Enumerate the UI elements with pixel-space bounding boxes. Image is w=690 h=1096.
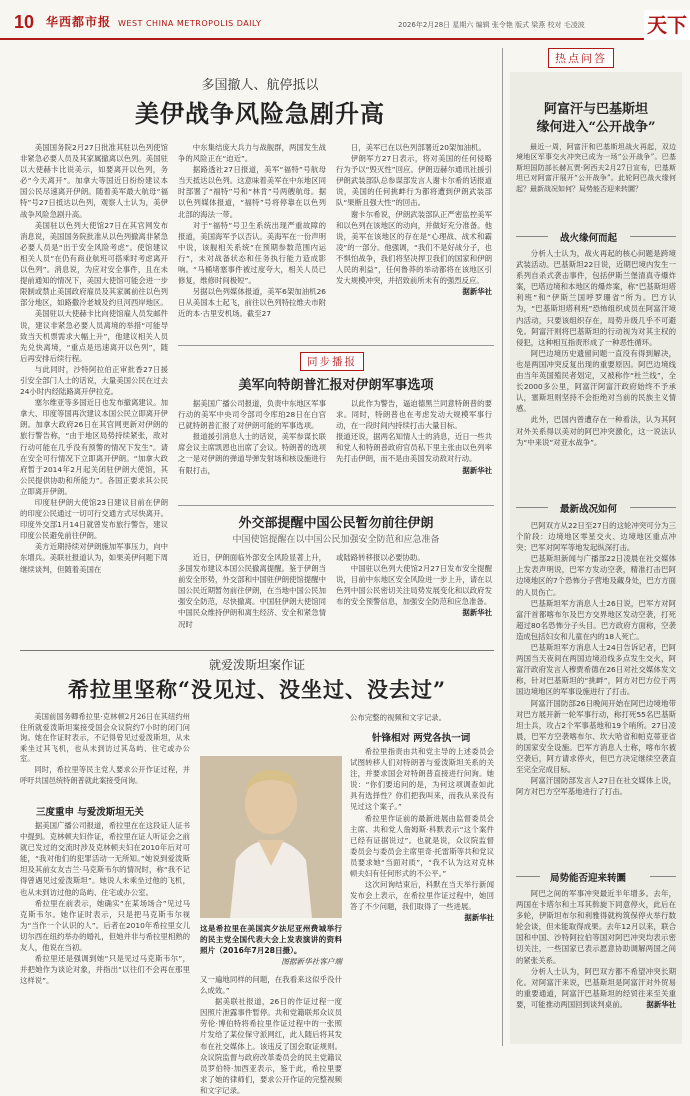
portrait-illustration xyxy=(200,756,342,918)
sync-label: 同步播报 xyxy=(300,352,364,371)
lead-column-2: 中东集结庞大兵力与战舰群，两国发生战争的风险正在“迫近”。 据路透社27日报道，美军“福特”号航母当天抵达以色列。这意味着美军在中东地区同时部署了“福特”号和“林肯”号两艘航母。据以色列媒体报道，“福特”号将停靠在以色列北部的海法一带。 对于“福特”号卫生系统出现严重故障的报道，美国海军予以否认。美海军在一份声明中说，该舰相关系统“在预期参数范围内运行”，未对战备状态和任务执行能力造成影响。“马桶堵塞事件被过度夸大，相关人员已修复，维修时间极短”。 另据以色列媒体报道，美军6架加油机26日从美国本土起飞，前往以色列特拉维夫市附近的本·古里安机场。截至27 xyxy=(178,143,326,319)
lead-column-3: 日，美军已在以色列部署近20架加油机。 伊朗军方27日表示，将对美国的任何侵略行为予以“毁灭性”回应。伊朗迈赫尔通讯社援引伊朗武装部队总参谋部发言人谢卡尔希的话报道说，美国的任何挑衅行为都将遭到伊朗武装部队“果断且强大性”的回击。 谢卡尔希说，伊朗武装部队正严密监控美军和以色列在该地区的动向，并做好充分准备。他说，美军在该地区的存在是“心理战、战术和霸凌”的一部分。他强调，“我们不是好战分子，也不惧怕战争，我们将坚决捍卫我们的国家和伊朗人民的利益”，任何鲁莽的举动都将在该地区引发大规模冲突，并招致前所未有的强烈反应。 据新华社 xyxy=(336,143,492,297)
byline: 据新华社 xyxy=(462,287,492,297)
qa-headline-2: 缘何进入“公开战争” xyxy=(536,120,656,135)
qa-headline-1: 阿富汗与巴基斯坦 xyxy=(543,102,648,117)
hillary-column-3: 希拉里指责由共和党主导的上述委员会试图转移人们对特朗普与爱泼斯坦关系的关注，并要求国会对特朗普直接进行问询。她说：“你们要追问的是，为何这项调查如此具有选择性？你们把我叫来，而我从来没有见过这个案子。” 希拉里作证前的最新进展由监督委员会主席、共和党人詹姆斯·科默表示“这个案件已经有证据说过”。也就是说，众议院监督委员会与委员会主席里奇·托雷斯等共和党议员要求她“当面对质”，“我不认为这对克林顿夫妇有任何形式的不公平。” 这次问询结束后，科默在当天举行新闻发布会上表示，在希拉里作证过程中，她回答了不少问题，我们取得了一些进展。 据新华社 xyxy=(350,747,494,923)
hillary-headline: 希拉里坚称“没见过、没坐过、没去过” xyxy=(67,677,447,702)
foreign-headline: 外交部提醒中国公民暂勿前往伊朗 xyxy=(238,516,434,531)
divider xyxy=(178,505,494,506)
lead-kicker: 多国撤人、航停抵以 xyxy=(201,78,319,93)
issue-meta: 2026年2月28日 星期六 编辑 张令艳 版式 梁燕 校对 毛凌波 xyxy=(398,21,585,29)
hillary-subhead-2: 针锋相对 两党各执一词 xyxy=(372,733,471,744)
photo-credit: 图据新华社客户端 xyxy=(281,957,342,966)
qa-section-2: 巴阿双方从22日至27日的这轮冲突可分为三个阶段：边境地区零星交火、边境地区重点冲突；巴军对阿军等地发起纵深打击。 巴基斯坦新闻与广播部22日凌晨在社交媒体上发表声明说，巴军方发动空袭，精准打击巴阿边境地区的7个恐怖分子营地及藏身处，巴方方面的人员伤亡。 巴基斯坦军方消息人士26日说，巴军方对阿富汗首都喀布尔及巴方交界地区发动空袭，打死超过80名恐怖分子头目。巴方政府方面称，空袭造成包括妇女和儿童在内的18人死亡。 巴基斯坦军方消息人士24日告诉记者，巴阿两国当天夜间在两国边境沿线多点发生交火，阿富汗政府发言人穆贾希德在26日对社交媒体发文称，针对巴基斯坦的“挑衅”，阿方对巴方位于两国边境地区的军事设施进行了打击。 阿富汗国防部26日晚间开始在阿巴边境地带对巴方展开新一轮军事行动，称打死55名巴基斯坦士兵，攻占2个军事基地和19个哨所。27日凌晨，巴军方空袭喀布尔、坎大哈省和帕克蒂亚省的国家安全设施。巴军方消息人士称，喀布尔被空袭后，阿方请求停火，但巴方决定继续空袭直至完全完成目标。 阿富汗国防部发言人27日在社交媒体上说，阿方对巴方空军基地进行了打击。 xyxy=(516,521,676,797)
masthead-english: WEST CHINA METROPOLIS DAILY xyxy=(118,19,262,28)
hillary-intro: 美国前国务卿希拉里·克林顿2月26日在其纽约州住所就爱泼斯坦案接受国会众议院约7小时的闭门问询。她在作证时表示，不记得曾见过爱泼斯坦，从未乘坐过其飞机，也从未到访过其岛屿、住宅或办公室。 同时，希拉里等民主党人要求公开作证过程，并呼吁共国邑统特朗普就此案接受问询。 xyxy=(20,712,190,785)
foreign-column-1: 近日，伊朗面临外部安全风险显著上升，多国发布建议本国公民撤离提醒。鉴于伊朗当前安全形势，外交部和中国驻伊朗使馆提醒中国公民近期暂勿前往伊朗，在当地中国公民加强安全防范，尽快撤离。中国驻伊朗大使馆同中国民众维持伊朗和离生经济、安全和紧急情况时 xyxy=(178,553,326,629)
byline: 据新华社 xyxy=(462,608,492,618)
qa-lead: 最近一周，阿富汗和巴基斯坦战火再起，双边境地区军事交火冲突已成为一场“公开战争”。巴基斯坦国防部长赫瓦贾·阿西夫2月27日宣布，巴基斯坦已对阿富汗展开“公开战争”。此轮阿巴战火缘何起？最新战况如何？局势能否迎来转圜？ xyxy=(516,143,676,193)
divider xyxy=(178,345,494,346)
masthead-logo: 华西都市报 xyxy=(46,15,112,29)
sync-column-2: 以此作为警告，逼迫德黑兰同意特朗普的要求。同时，特朗普也在考虑发动大规模军事行动，在一段时间内持续打击大量目标。 报道还说，据两名知情人士的消息，近日一些共和党人和特朗普政府官员私下里主张由以色列率先打击伊朗，而不是由美国发动敌对行动。 据新华社 xyxy=(336,399,492,475)
hillary-subhead-1: 三度重申 与爱泼斯坦无关 xyxy=(36,807,144,818)
divider xyxy=(20,650,494,651)
qa-subhead-1: 战火缘何而起 xyxy=(560,233,618,244)
byline: 据新华社 xyxy=(462,465,492,475)
lead-column-1: 美国国务院2月27日批准其驻以色列使馆非紧急必要人员及其家属撤离以色列。美国驻以大使赫卡比说美示，如要离开以色列，务必“今天离开”。加拿大等国近日纷纷建议本国公民尽速离开伊朗。随着美军最大航母“福特”号27日抵达以色列，观察人士认为，美伊战争风险急剧升高。 美国驻以色列大使馆27日在其官网发布消息说，美国国务院批准从以色列撤离非紧急必要人员是“出于安全风险考虑”。使馆建议相关人员“在仍有商业航班可搭乘时考虑离开以色列”。消息说，为应对安全事件，且在未提前通知的情况下，美国大使馆可能会进一步限制或禁止美国政府雇员及其家属前往以色列部分地区，如路撒冷老城及约旦河西岸地区。 美国驻以大使赫卡比向使馆雇人员发邮件说，建议非紧急必要人员离境的举措“可能导致当天机票需求大幅上升”，他建议相关人员先兑快离境，“重点是迅速离开以色列”，随后再安排后续行程。 与此同时，沙特阿拉伯正审批香27日援引安全部门人士的话说，大量美国公民在过去24小时内经陆路离开伊拉克。 塞尔维亚等多国近日也发布撤离建议。加拿大、印度等国再次建议本国公民立即离开伊朗。加拿大政府26日在其官网更新对伊朗的旅行警告称，“由于地区局势持续紧张，敌对行动可能在几乎没有预警的情况下发生”。请在安全可行情况下立即离开伊朗。“加拿大政府暂于2014年2月起关闭驻伊朗大使馆，其公民提供协助和所能力”。各国正要求其公民立即离开伊朗。 印度驻伊朗大使馆23日建议目前在伊朗的印度公民通过一切可行交通方式尽快离开。印度外交部1月14日就曾发布旅行警告，建议印度公民避免前往伊朗。 美方近期持续对伊朗施加军事压力，向中东增兵。美联社报道认为，如果美伊问题下周继续谈判，但随着美国在 xyxy=(20,143,168,574)
foreign-column-2: 或陆路转移报以必要协助。 中国驻以色列大使馆2月27日发布安全提醒说，目前中东地区安全风险进一步上升，请在以色列中国公民密切关注局势发展变化和以政府发布的安全预警信息，加强安全防范和应急准备。 据新华社 xyxy=(336,553,492,618)
hillary-kicker: 就爱泼斯坦案作证 xyxy=(208,658,305,672)
page-header xyxy=(0,0,690,40)
hillary-column-3a: 公布完整的视频和文字记录。 xyxy=(350,713,447,722)
byline: 据新华社 xyxy=(646,999,676,1009)
column-divider xyxy=(502,48,503,1046)
photo-caption: 这是希拉里在美国宾夕法尼亚州费城举行的民主党全国代表大会上发表演讲的资料照片（2016年7月28日摄）。 图据新华社客户端 xyxy=(200,924,342,966)
page-number: 10 xyxy=(14,12,35,32)
hillary-column-1: 据美国广播公司报道，希拉里在在这段证人证书中提到。克林顿夫妇作证，希拉里在证人听证会之前就已发过的交流时涉及克林顿夫妇在2010年后对可能，“我对他们的犯罪活动一无所知。”她说到爱泼斯坦及其前女友吉兰·马克斯韦尔的情况时，称“我不记得曾遇见过爱泼斯坦”。她说人未乘坐过他的飞机，也从未到访过他的岛屿、住宅或办公室。 希拉里在前表示，她确实“在某场场合”见过马克斯韦尔。她作证时表示，只是把马克斯韦尔视为“当作一个认识的人”。后者在2010年希拉里女儿切尔西在纽约举办的婚礼，但她并非与希拉里相熟的友人，他说在当初。 希拉里还是强调到她“只是见过马克斯韦尔”，并把她作为谈论对象，并指出“以往们不会再在那里这样说”。 xyxy=(20,821,191,986)
hillary-photo xyxy=(200,756,342,918)
byline: 据新华社 xyxy=(464,913,494,923)
qa-subhead-2: 最新战况如何 xyxy=(560,504,618,515)
qa-section-1: 分析人士认为，战火再起的核心问题是跨境武装活动。巴基斯坦22日说，近期巴境内发生一系列自杀式袭击事件，包括伊斯兰堡清真寺爆炸案，巴塔边境和本地区的爆炸案，称“巴基斯坦塔利班”和“伊斯兰国呼罗珊省”所为。巴方认为，“巴基斯坦塔利班”恐怖组织成员在阿富汗境内活动，只要该组织存在，局势升级几乎不可避免。阿富汗则将巴基斯坦的行动视为对其主权的侵犯，这种相互指责形成了一种恶性循环。 阿巴边境历史遗留问题一直没有得到解决，也是两国冲突反复出现的重要原因。阿巴边境线由当年英国殖民者划定，又被称作“杜兰线”，全长2000多公里，阿富汗阿富汗政府始终不予承认，塞斯坦则坚持不会拒绝对当前的民族主义情感。 此外，巴国内曾遭存在一种看法，认为其阿对外关系得以美对的阿巴冲突激化，这一说法认为“中来说”对亚水战争”。 xyxy=(516,249,676,447)
sync-headline: 美军向特朗普汇报对伊朗军事选项 xyxy=(238,378,434,393)
qa-label: 热点问答 xyxy=(548,48,614,68)
foreign-subheadline: 中国使馆提醒在以中国公民加强安全防范和应急准备 xyxy=(232,535,440,545)
section-name: 天下 xyxy=(644,10,690,40)
qa-section-3: 阿巴之间的军事冲突最近半年增多。去年，两国在卡塔尔和土耳其斡旋下同意停火，此后在多轮，伊斯坦布尔和利雅得就构筑保停火举行数轮会谈，但未能取得成果。去年12月以来，联合国和中国、沙特阿拉伯等国对阿巴冲突均表示密切关注，一些国家已表示愿意协助调解两国之间的紧张关系。 分析人士认为，阿巴双方都不希望冲突长期化。对阿富汗来说，巴基斯坦是阿富汗对外贸易的重要通道，阿富汗巴基斯坦的经贸往来至关重要，可能推动两国回到谈判桌前。 据新华社 xyxy=(516,889,676,1009)
lead-headline: 美伊战争风险急剧升高 xyxy=(135,99,385,128)
sync-column-1: 据美国广播公司报道，负责中东地区军事行动的美军中央司令部司令库珀28日在白宫已就特朗普汇报了对伊朗可能的军事选项。 报道援引消息人士的话说，美军参谋长联席会议主席凯恩也出席了会议。特朗普的选项之一是对伊朗的弹道导弹发射场和核设施进行有限打击， xyxy=(178,399,326,475)
hillary-column-2: 又一遍地同样的问题，在我看来这似乎没什么成效。” 据美联社报道，26日的作证过程一度因照片泄露事件暂停。共和党籍联邦众议员劳伦·博伯特将希拉里作证过程中的一张照片发给了某位保守派网红，此人随后将其发布在社交媒体上。该违反了国会取证规则。众议院监督与政府改革委员会的民主党籍议员罗伯特·加西亚表示，鉴于此，希拉里要求了她的律师们，要求公开作证的完整视频和文字记录。 xyxy=(200,975,342,1095)
qa-subhead-3: 局势能否迎来转圜 xyxy=(550,873,627,884)
